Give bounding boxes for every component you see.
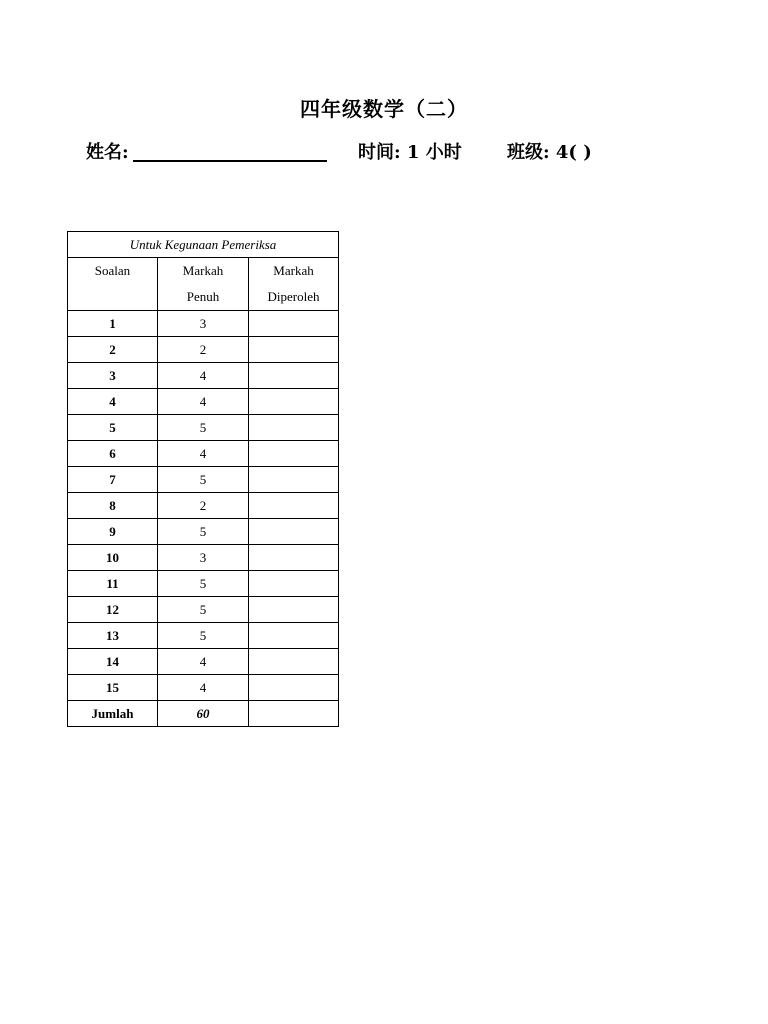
page-title: 四年级数学（二） [300, 97, 468, 121]
obtained-mark-cell[interactable] [249, 389, 339, 415]
table-row [68, 389, 339, 415]
name-label: 姓名: [86, 142, 129, 163]
question-number: 1 [68, 311, 158, 337]
col-header-question: Soalan [68, 258, 158, 311]
total-obtained-cell[interactable] [249, 701, 339, 727]
question-number: 4 [68, 389, 158, 415]
time-text: 时间: 1 小时 [358, 142, 462, 163]
full-mark: 5 [158, 597, 249, 623]
col-header-obtained-marks: Markah Diperoleh [249, 258, 339, 311]
full-mark: 5 [158, 415, 249, 441]
table-row [68, 363, 339, 389]
question-number: 13 [68, 623, 158, 649]
question-number: 7 [68, 467, 158, 493]
question-number: 12 [68, 597, 158, 623]
obtained-mark-cell[interactable] [249, 519, 339, 545]
question-number: 10 [68, 545, 158, 571]
obtained-mark-cell[interactable] [249, 337, 339, 363]
full-mark: 5 [158, 467, 249, 493]
table-row [68, 675, 339, 701]
table-row [68, 415, 339, 441]
obtained-mark-cell[interactable] [249, 441, 339, 467]
table-row [68, 493, 339, 519]
question-number: 8 [68, 493, 158, 519]
obtained-mark-cell[interactable] [249, 571, 339, 597]
obtained-mark-cell[interactable] [249, 363, 339, 389]
total-label: Jumlah [68, 701, 158, 727]
class-text: 班级: 4( ) [507, 142, 592, 163]
full-mark: 5 [158, 623, 249, 649]
obtained-mark-cell[interactable] [249, 493, 339, 519]
col-header-full-marks: Markah Penuh [158, 258, 249, 311]
table-row [68, 519, 339, 545]
obtained-mark-cell[interactable] [249, 623, 339, 649]
full-mark: 4 [158, 389, 249, 415]
student-info-line [0, 138, 768, 168]
table-row [68, 545, 339, 571]
examiner-marks-table [67, 231, 339, 727]
table-caption: Untuk Kegunaan Pemeriksa [68, 232, 339, 258]
question-number: 11 [68, 571, 158, 597]
name-blank-line[interactable] [133, 160, 327, 162]
full-mark: 4 [158, 649, 249, 675]
obtained-mark-cell[interactable] [249, 467, 339, 493]
full-mark: 4 [158, 675, 249, 701]
obtained-mark-cell[interactable] [249, 675, 339, 701]
question-number: 5 [68, 415, 158, 441]
obtained-mark-cell[interactable] [249, 649, 339, 675]
full-mark: 2 [158, 337, 249, 363]
obtained-mark-cell[interactable] [249, 415, 339, 441]
full-mark: 5 [158, 571, 249, 597]
full-mark: 5 [158, 519, 249, 545]
table-row [68, 441, 339, 467]
question-number: 2 [68, 337, 158, 363]
table-row [68, 337, 339, 363]
full-mark: 4 [158, 441, 249, 467]
table-row [68, 597, 339, 623]
full-mark: 3 [158, 311, 249, 337]
obtained-mark-cell[interactable] [249, 545, 339, 571]
full-mark: 3 [158, 545, 249, 571]
question-number: 6 [68, 441, 158, 467]
question-number: 3 [68, 363, 158, 389]
total-full-marks: 60 [158, 701, 249, 727]
question-number: 15 [68, 675, 158, 701]
obtained-mark-cell[interactable] [249, 311, 339, 337]
question-number: 14 [68, 649, 158, 675]
table-row [68, 467, 339, 493]
obtained-mark-cell[interactable] [249, 597, 339, 623]
table-row [68, 571, 339, 597]
question-number: 9 [68, 519, 158, 545]
total-row [68, 701, 339, 727]
full-mark: 4 [158, 363, 249, 389]
table-row [68, 311, 339, 337]
full-mark: 2 [158, 493, 249, 519]
table-row [68, 649, 339, 675]
table-row [68, 623, 339, 649]
